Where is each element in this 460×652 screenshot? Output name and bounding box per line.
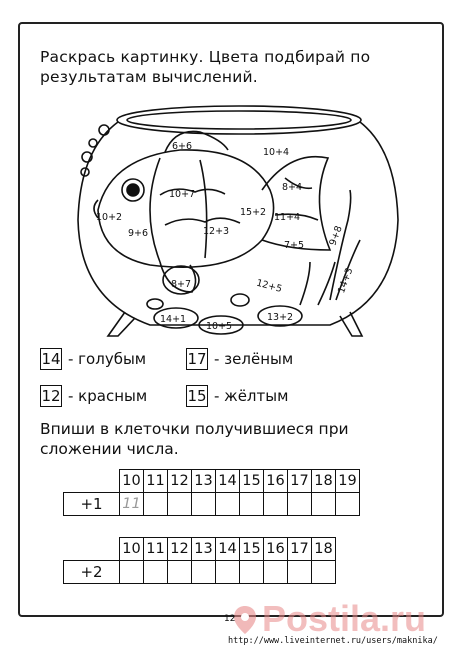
header-cell: 18: [312, 538, 336, 561]
answer-cell[interactable]: [192, 493, 216, 516]
answer-cell[interactable]: [144, 493, 168, 516]
header-cell: 12: [168, 538, 192, 561]
label-13+2: 13+2: [267, 312, 294, 323]
bubble: [99, 125, 109, 135]
corner-cell: [64, 538, 120, 561]
table-row: [64, 561, 336, 584]
label-12+3: 12+3: [203, 226, 230, 237]
header-cell: 10: [120, 470, 144, 493]
label-12+5: 12+5: [255, 277, 284, 295]
addition-table-plus-1: [63, 469, 360, 516]
label-9+6: 9+6: [128, 228, 149, 239]
corner-cell: [64, 470, 120, 493]
header-cell: 15: [240, 538, 264, 561]
label-9+8: 9+8: [327, 224, 345, 248]
bubble: [89, 139, 97, 147]
legend-item-green: [186, 348, 293, 370]
operation-cell: +1: [64, 493, 120, 516]
watermark-logo: Postila.ru: [262, 598, 427, 639]
pin-icon: [232, 604, 258, 636]
legend-number: 14: [41, 350, 61, 368]
answer-cell[interactable]: [264, 493, 288, 516]
legend-number: 12: [41, 387, 61, 405]
answer-cell[interactable]: [216, 561, 240, 584]
label-14+3: 14+3: [336, 266, 356, 295]
header-cell: 16: [264, 470, 288, 493]
pebble: [147, 299, 163, 309]
answer-cell[interactable]: [312, 561, 336, 584]
answer-cell[interactable]: [192, 561, 216, 584]
answer-cell[interactable]: [288, 493, 312, 516]
operation-cell: +2: [64, 561, 120, 584]
fish-tail: [262, 157, 330, 250]
legend-color-name: - голубым: [68, 350, 147, 368]
answer-cell[interactable]: [144, 561, 168, 584]
answer-cell[interactable]: [336, 493, 360, 516]
header-cell: 17: [288, 470, 312, 493]
answer-cell[interactable]: [312, 493, 336, 516]
label-10+5: 10+5: [206, 321, 233, 332]
header-cell: 13: [192, 470, 216, 493]
answer-cell[interactable]: [168, 561, 192, 584]
pebble: [231, 294, 249, 306]
answer-cell-sample[interactable]: 11: [120, 493, 144, 516]
label-8+4: 8+4: [282, 182, 303, 193]
table-row: [64, 538, 336, 561]
legend-color-name: - красным: [68, 387, 148, 405]
legend-color-name: - зелёным: [214, 350, 294, 368]
label-11+4: 11+4: [274, 212, 301, 223]
header-cell: 19: [336, 470, 360, 493]
addition-table-plus-2: [63, 537, 336, 584]
answer-cell[interactable]: [240, 561, 264, 584]
answer-cell[interactable]: [264, 561, 288, 584]
header-cell: 18: [312, 470, 336, 493]
header-cell: 11: [144, 538, 168, 561]
task2-instruction: Впиши в клеточки получившиеся при сложении числа.: [40, 420, 349, 458]
table-row: [64, 470, 360, 493]
label-10+4: 10+4: [263, 147, 290, 158]
header-cell: 17: [288, 538, 312, 561]
header-cell: 14: [216, 538, 240, 561]
header-cell: 12: [168, 470, 192, 493]
header-cell: 11: [144, 470, 168, 493]
label-15+2: 15+2: [240, 207, 267, 218]
task1-instruction: Раскрась картинку. Цвета подбирай по результатам вычислений.: [40, 48, 371, 86]
legend-item-blue: [40, 348, 146, 370]
legend-number: 17: [187, 350, 207, 368]
header-cell: 16: [264, 538, 288, 561]
legend-item-yellow: [186, 385, 288, 407]
header-cell: 13: [192, 538, 216, 561]
legend-item-red: [40, 385, 147, 407]
source-url-link[interactable]: http://www.liveinternet.ru/users/maknika/: [228, 636, 438, 646]
answer-cell[interactable]: [168, 493, 192, 516]
table-row: [64, 493, 360, 516]
label-7+5: 7+5: [284, 240, 305, 251]
header-cell: 15: [240, 470, 264, 493]
header-cell: 14: [216, 470, 240, 493]
answer-cell[interactable]: [216, 493, 240, 516]
bowl-right-foot: [340, 312, 362, 336]
label-10+7: 10+7: [169, 189, 196, 200]
page-number: 12: [224, 614, 236, 624]
answer-cell[interactable]: [240, 493, 264, 516]
answer-cell[interactable]: [288, 561, 312, 584]
header-cell: 10: [120, 538, 144, 561]
label-10+2: 10+2: [96, 212, 123, 223]
legend-color-name: - жёлтым: [214, 387, 289, 405]
legend-number: 15: [187, 387, 207, 405]
label-8+7: 8+7: [171, 279, 192, 290]
label-14+1: 14+1: [160, 314, 187, 325]
label-6+6: 6+6: [172, 141, 193, 152]
answer-cell[interactable]: [120, 561, 144, 584]
